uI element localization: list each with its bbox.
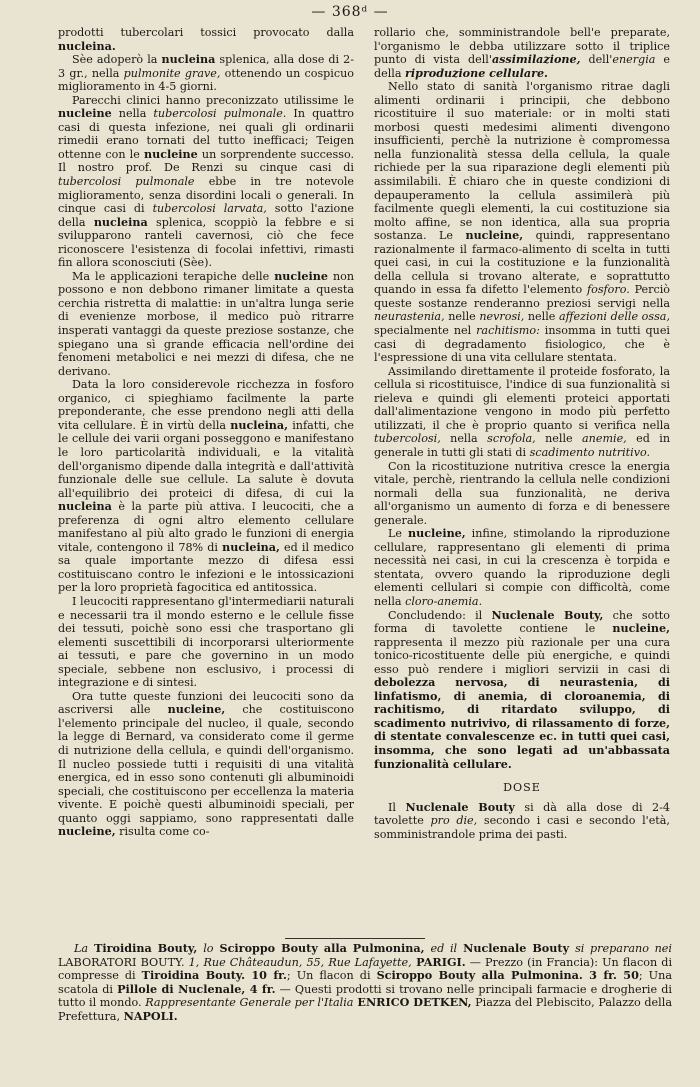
text-run: Assimilando direttamente il proteide fosforato, la cellula si ricostituisce, l'indice di sua funzionalità si rieleva e quindi gli elementi proteici apportati dall'alimentazione vengono in modo più perfetto utilizzati, il che è proprio quanto si verifica nella (374, 364, 670, 432)
text-run: rollario che, somministrandole bell'e preparate, l'organismo le debba utilizzare sotto il triplice punto di vista dell' (374, 26, 670, 67)
text-run: nella (111, 107, 154, 121)
text-run: 1, Rue Châteaudun, 55, Rue Lafayette, (188, 955, 412, 969)
text-run: neurastenia, (374, 310, 445, 324)
text-run: Concludendo: il (388, 608, 492, 622)
text-run: nucleina (93, 215, 148, 229)
text-run: nucleine, (612, 622, 670, 636)
text-run: tubercolosi larvata, (152, 202, 267, 216)
paragraph (374, 365, 670, 460)
text-run: prodotti tubercolari tossici provocato dalla (58, 26, 354, 39)
text-run: Perciò queste sostanze renderanno preziosi servigi nella (374, 283, 670, 310)
text-run: Nuclenale Bouty (405, 800, 515, 814)
text-run: splenica, alla dose di 2-3 gr., nella (58, 53, 355, 80)
left-column (58, 26, 354, 839)
text-run: Sciroppo Bouty alla Pulmonina. 3 fr. 50 (376, 968, 639, 983)
paragraph (58, 595, 354, 690)
footer-divider (285, 938, 425, 939)
text-run: specialmente nel (374, 324, 477, 338)
text-run: ; Un flacon di (286, 969, 377, 983)
text-run: infine, stimolando la riproduzione cellulare, rappresentano gli elementi di prima necessità nei casi, in cui la crescenza è torpida e stentata, ovvero quando la riproduzione degli elementi cellulari si compie con difficoltà, come nella (374, 527, 670, 608)
text-run: ebbe in tre notevole miglioramento, senza disordini locali o generali. In cinque casi di (58, 175, 354, 216)
text-run: Ora tutte queste funzioni dei leucociti sono da ascriversi alle (58, 689, 354, 717)
text-run: quindi, rappresentano razionalmente il farmaco-alimento di scelta in tutti quei casi, in cui la costituzione e la funzionalità della cellula si trovano alterate, e soprattutto quando in essa fa difetto l'elemento (374, 229, 671, 297)
text-run: anemie, (582, 432, 627, 446)
text-run: Nello stato di sanità l'organismo ritrae dagli alimenti ordinarii i principii, che debbono ricostituire il suo materiale: or in molti stati morbosi questi medesimi alimenti divengono insufficienti, perchè la nutrizione è compromessa nella funzionalità stessa della cellula, la quale richiede per la sua riparazione degli elementi più assimilabili. È chiaro che in queste condizioni di depauperamento la cellula assimilerà più facilmente quegli elementi, la cui costituzione sia molto affine, se non identica, alla sua propria sostanza. Le (374, 80, 670, 243)
text-run: si dà alla dose di 2-4 tavolette (374, 800, 670, 828)
text-run: sotto l'azione della (58, 202, 355, 229)
text-run: splenica, scoppiò la febbre e si svilupparono ranteli cavernosi, ciò che fece riconoscere l'esistenza di focolai infettivi, rimasti fin allora sconosciuti (Sèe). (58, 215, 354, 270)
text-run: assimilazione, (491, 53, 581, 67)
text-run: nucleina. (58, 39, 116, 53)
text-run: nucleine (144, 147, 198, 161)
text-run: pro die, (430, 814, 478, 828)
text-run: nucleine (58, 107, 112, 121)
text-run: pulmonite grave, (123, 66, 221, 80)
paragraph (58, 378, 354, 595)
text-run: nucleine (274, 269, 328, 283)
text-run: che sotto forma di tavolette contiene le (374, 608, 670, 636)
text-run: secondo i casi e secondo l'età, somministrandole prima dei pasti. (374, 814, 670, 841)
footer-paragraph (58, 942, 672, 1024)
text-run: nelle (444, 310, 480, 324)
text-run: Sciroppo Bouty alla Pulmonina, (213, 941, 431, 955)
paragraph (374, 609, 670, 772)
text-run: Piazza del Plebiscito, Palazzo della Prefettura, (58, 996, 672, 1023)
text-run: — Prezzo (in Francia): Un flacon di compresse di (58, 955, 673, 983)
text-run: rachitismo: (476, 324, 540, 338)
text-run: nella (440, 432, 488, 446)
text-run: che costituiscono l'elemento principale del nucleo, il quale, secondo la legge di Bernard, va considerato come il germe di nutrizione della cellula, e quindi dell'organismo. Il nucleo possiede tutti i requisiti di una vitalità energica, ed in esso sono contenuti gli albuminoidi speciali, che costituiscono per eccellenza la materia vivente. E poichè questi albuminoidi speciali, per quanto oggi sappiamo, sono rappresentati dalle (58, 703, 354, 825)
text-run: debolezza nervosa, di neurastenia, di linfatismo, di anemia, di cloroanemia, di rachitismo, di ritardato sviluppo, di scadimento nutrivivo, di rilassamento di forze, di stentate convalescenze ec. in tutti quei casi, insomma, che sono legati ad un'abbassata funzionalità cellulare. (374, 676, 670, 771)
text-run: nelle (524, 310, 559, 324)
text-run: — Questi prodotti si trovano nelle principali farmacie e drogherie di tutto il mondo. (58, 982, 672, 1010)
text-run: PARIGI. (411, 954, 466, 969)
text-run: Nuclenale Bouty (457, 941, 576, 955)
text-run: nucleina (161, 53, 216, 67)
text-run: Sèe adoperò la (72, 53, 162, 67)
text-run: Tiroidina Bouty. 10 fr. (141, 968, 287, 983)
text-run: non possono e non debbono rimaner limitate a questa cerchia ristretta di malattie: in un'altra lunga serie di evenienze morbose, il medico può ritrarre insperati vantaggi da queste preziose sostanze, che spiegano una sì grande efficacia nell'ordine dei fenomeni metabolici e nei mezzi di difesa, che ne derivano. (58, 269, 354, 378)
text-run: energia (612, 53, 656, 67)
text-run: ed il (430, 942, 458, 955)
text-run: si preparano nei (575, 942, 672, 955)
text-run: Con la ricostituzione nutritiva cresce la energia vitale, perchè, rientrando la cellula nelle condizioni normali della sua funzionalità, ne deriva all'organismo un aumento di forza e di benessere generale. (374, 459, 670, 527)
text-run: insomma in tutti quei casi di degradamento fisiologico, che è l'espressione di una vita cellulare stentata. (374, 324, 670, 365)
right-column (374, 26, 670, 841)
text-run: rappresenta il mezzo più razionale per una cura tonico-ricostituente delle più energiche, e quindi esso può rendere i migliori servizii in casi di (374, 635, 670, 676)
text-run: ENRICO DETKEN, (353, 995, 472, 1010)
paragraph (58, 26, 354, 53)
text-run: nucleine, (58, 825, 116, 839)
text-run: lo (203, 942, 214, 955)
text-run: nevrosi, (479, 310, 525, 324)
paragraph (58, 690, 354, 839)
text-run: ed il medico sa quale importante mezzo di difesa essi costituiscano contro le infezioni e le intossicazioni per la loro proprietà fagocitica ed antitossica. (58, 540, 354, 595)
text-run: fosforo. (586, 283, 630, 297)
paragraph (58, 270, 354, 378)
text-run: Parecchi clinici hanno preconizzato utilissime le (72, 93, 354, 107)
text-run: cloro-anemia. (405, 594, 483, 608)
text-run: riproduzione cellulare. (405, 66, 548, 80)
paragraph (374, 801, 670, 842)
paragraph (374, 26, 670, 80)
text-run: NAPOLI. (123, 1008, 178, 1023)
page-header: — 368ᵈ — (311, 4, 389, 20)
text-run: Data la loro considerevole ricchezza in fosforo organico, ci spieghiamo facilmente la parte preponderante, che esse prendono negli atti della vita cellulare. È in virtù della (58, 378, 354, 432)
footer-advertisement (58, 942, 672, 1024)
text-run: un sorprendente successo. Il nostro prof. De Renzi su cinque casi di (58, 147, 354, 175)
text-run: e della (374, 53, 670, 80)
text-run: Le (388, 527, 409, 541)
text-run: ottenendo un cospicuo miglioramento in 4-5 giorni. (58, 66, 354, 94)
text-run: risulta come co- (115, 825, 210, 839)
text-run: scadimento nutritivo. (529, 445, 651, 459)
text-run: ed in generale in tutti gli stati di (374, 432, 670, 459)
text-run: Il (388, 800, 406, 814)
text-run: tubercolosi pulmonale (58, 175, 195, 189)
text-run: affezioni delle ossa, (558, 310, 670, 324)
paragraph (374, 527, 670, 608)
text-run: nucleina, (222, 540, 280, 554)
text-run: In quattro casi di questa infezione, nei quali gli ordinarii rimedii erano tornati del tutto inefficaci; Teigen ottenne con le (58, 107, 355, 161)
text-run: scrofola, (487, 432, 536, 446)
text-run: dell' (580, 53, 613, 67)
text-run: Ma le applicazioni terapiche delle (72, 269, 275, 283)
text-run: nucleine, (408, 527, 466, 541)
text-run: infatti, che le cellule dei varii organi posseggono e manifestano le loro particolarità individuali, e la vitalità dell'organismo dipende dalla integrità e dall'attività funzionale delle sue cellule. La salute è dovuta all'equilibrio dei proteici di difesa, di cui la (58, 418, 354, 500)
text-run: Nuclenale Bouty, (491, 608, 604, 622)
text-run: Tiroidina Bouty, (88, 941, 204, 955)
text-run: nucleine, (167, 703, 226, 717)
text-run: è la parte più attiva. I leucociti, che a preferenza di ogni altro elemento cellulare manifestano al più alto grado le funzioni di energia vitale, contengono il 78% di (58, 500, 354, 554)
text-run: tubercolosi, (374, 432, 441, 446)
text-run: LABORATORI BOUTY. (58, 955, 189, 969)
text-run: nucleina, (230, 418, 288, 432)
text-run: La (74, 942, 89, 955)
text-run: Pillole di Nuclenale, 4 fr. (117, 981, 276, 996)
text-run: I leucociti rappresentano gl'intermediarii naturali e necessarii tra il mondo esterno e le cellule fisse dei tessuti, poichè sono essi che trasportano gli elementi suscettibili di incorporarsi ulteriormente ai tessuti, e pare che governino in un modo speciale, sebbene non esclusivo, i processi di integrazione e di sintesi. (58, 594, 354, 690)
paragraph (374, 460, 670, 528)
text-run: nucleine, (465, 229, 524, 243)
text-run: ; Una scatola di (58, 969, 672, 996)
text-run: Rappresentante Generale per l'Italia (145, 996, 354, 1010)
text-run: nelle (535, 432, 583, 446)
text-run: nucleina (58, 500, 112, 514)
paragraph (58, 53, 354, 94)
paragraph (58, 94, 354, 270)
text-run: tubercolosi pulmonale. (153, 107, 287, 121)
section-heading-dose: DOSE (503, 781, 541, 795)
paragraph (374, 80, 670, 364)
